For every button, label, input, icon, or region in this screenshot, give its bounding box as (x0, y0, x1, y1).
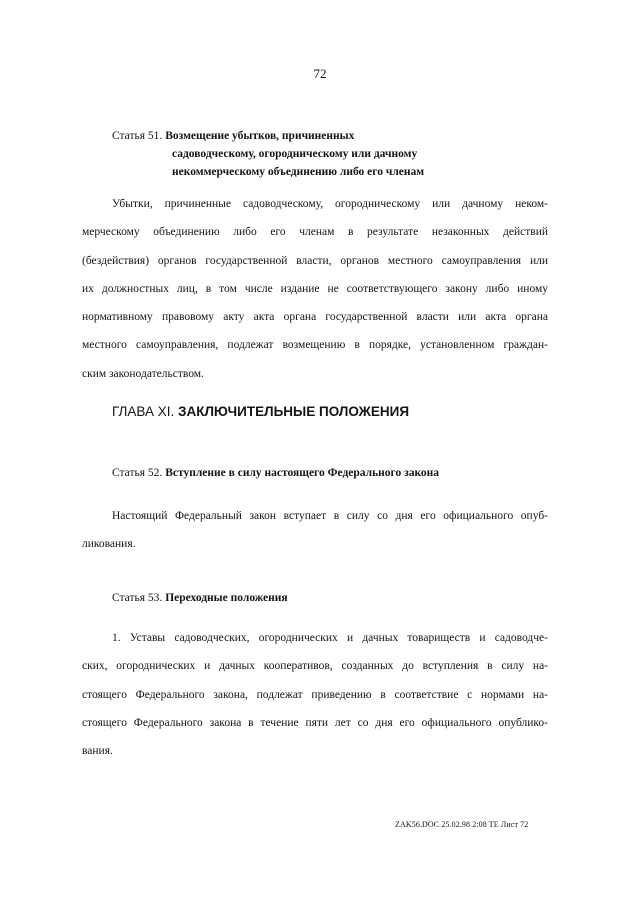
body-line: (бездействия) органов государственной власти, органов местного самоуправления или (82, 254, 548, 267)
chapter-label: ГЛАВА XI. (112, 404, 175, 419)
article-52-heading (112, 464, 439, 482)
page-number: 72 (313, 66, 327, 81)
article-51-label: Статья 51. (112, 130, 163, 142)
body-line: ских, огороднических и дачных кооперативов, созданных до вступления в силу на- (82, 660, 548, 673)
body-line: вания. (82, 745, 113, 758)
document-footer: ZAK56.DOC 25.02.98 2:08 TE Лист 72 (395, 820, 529, 829)
body-line: стоящего Федерального закона, подлежат приведению в соответствие с нормами на- (82, 688, 548, 701)
article-51-title-line-1: Возмещение убытков, причиненных (165, 130, 355, 142)
chapter-title: ЗАКЛЮЧИТЕЛЬНЫЕ ПОЛОЖЕНИЯ (178, 404, 410, 419)
article-51-body (82, 190, 548, 388)
article-51-heading (112, 127, 354, 145)
body-line: нормативному правовому акту акта органа государственной власти или акта органа (82, 311, 548, 324)
article-53-title: Переходные положения (165, 592, 288, 604)
article-52-label: Статья 52. (112, 467, 163, 479)
body-line: Настоящий Федеральный закон вступает в силу со дня его официального опуб- (112, 510, 548, 522)
chapter-heading (112, 404, 409, 419)
body-line: ским законодательством. (82, 367, 204, 380)
body-line: мерческому объединению либо его членам в результате незаконных действий (82, 226, 548, 239)
body-line: местного самоуправления, подлежат возмещению в порядке, установленном граждан- (82, 339, 548, 352)
article-51-title-line-2: садоводческому, огородническому или дачному (172, 148, 418, 160)
body-line: стоящего Федерального закона в течение пяти лет со дня его официального опублико- (82, 716, 548, 729)
article-53-body (82, 624, 548, 765)
body-line: их должностных лиц, в том числе издание не соответствующего закону либо иному (82, 282, 548, 295)
body-line: ликования. (82, 538, 136, 551)
body-line: 1. Уставы садоводческих, огороднических и дачных товариществ и садоводче- (112, 632, 548, 644)
article-51-title-line-3: некоммерческому объединению либо его членам (172, 166, 425, 178)
article-52-body (82, 502, 548, 559)
article-52-title: Вступление в силу настоящего Федерального закона (165, 467, 440, 479)
body-line: Убытки, причиненные садоводческому, огородническому или дачному неком- (112, 198, 548, 210)
article-53-label: Статья 53. (112, 592, 163, 604)
article-53-heading (112, 589, 288, 607)
